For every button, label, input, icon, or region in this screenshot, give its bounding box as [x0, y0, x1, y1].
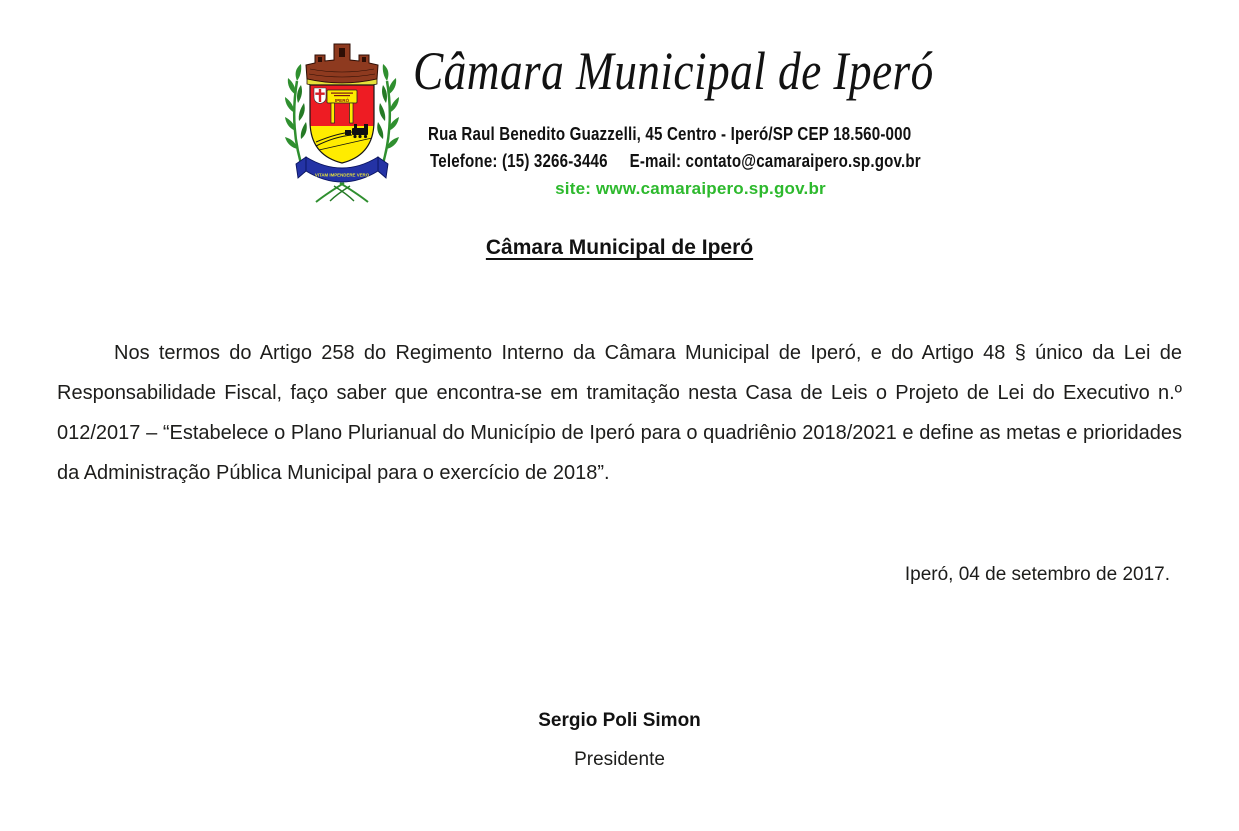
- letterhead-phone: Telefone: (15) 3266-3446: [430, 151, 608, 171]
- crest-left-plant: [285, 64, 307, 173]
- crest-plaque-text: IPERÓ: [334, 97, 350, 103]
- letterhead-contact-line: [430, 151, 921, 172]
- letterhead-org-name: Câmara Municipal de Iperó: [413, 41, 934, 101]
- crest-crown: [306, 44, 378, 89]
- document-title: [0, 236, 1239, 260]
- letterhead-address: Rua Raul Benedito Guazzelli, 45 Centro - Iperó/SP CEP 18.560-000: [428, 124, 912, 144]
- crest-shield: [310, 85, 374, 163]
- letterhead-website: site: www.camaraipero.sp.gov.br: [555, 179, 826, 198]
- crest-motto-text: VITAM IMPENDERE VERO: [314, 172, 370, 178]
- body-paragraph: Nos termos do Artigo 258 do Regimento Interno da Câmara Municipal de Iperó, e do Artigo 48 § único da Lei de Responsabilidade Fiscal, faço saber que encontra-se em tramitação nesta Casa de Leis o Projeto de Lei do Executivo n.º 012/2017 – “Estabelece o Plano Plurianual do Município de Iperó para o quadriênio 2018/2021 e define as metas e prioridades da Administração Pública Municipal para o exercício de 2018”.: [57, 342, 1182, 484]
- dateline: Iperó, 04 de setembro de 2017.: [904, 564, 1170, 585]
- coat-of-arms-graphic: [282, 25, 402, 207]
- crest-right-plant: [377, 64, 399, 173]
- crest-cross-shield: [314, 88, 326, 104]
- coat-of-arms: [282, 25, 402, 207]
- signature-role: Presidente: [574, 749, 665, 770]
- letterhead-email: E-mail: contato@camaraipero.sp.gov.br: [629, 151, 921, 171]
- document-title-text: Câmara Municipal de Iperó: [485, 236, 754, 259]
- signature-name: Sergio Poli Simon: [538, 710, 701, 731]
- crest-bottom-stems: [316, 183, 368, 202]
